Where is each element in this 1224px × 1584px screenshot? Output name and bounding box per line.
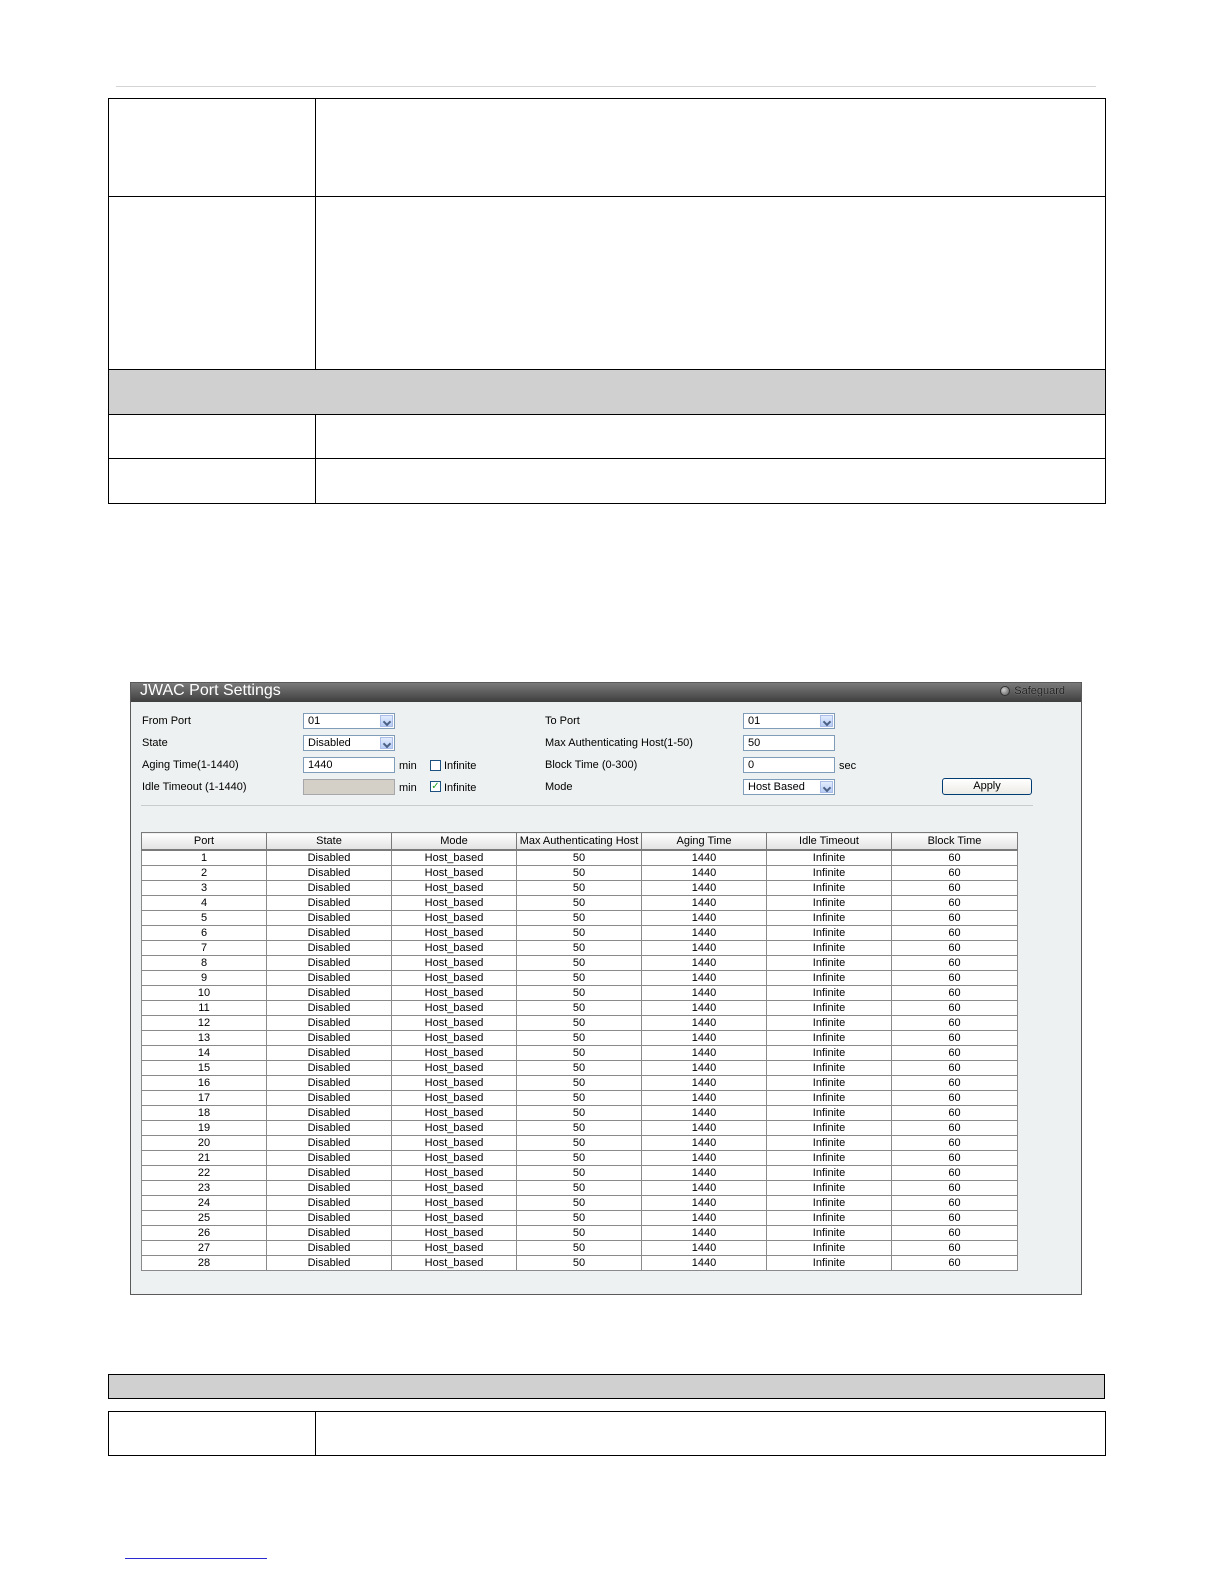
table-cell: 21: [142, 1151, 267, 1166]
table-row[interactable]: [142, 866, 1018, 881]
table-cell: 7: [142, 941, 267, 956]
table-cell: Infinite: [767, 1241, 892, 1256]
table-cell: 60: [892, 1001, 1018, 1016]
table-cell: Host_based: [392, 956, 517, 971]
chevron-down-icon: [380, 715, 393, 727]
table-body: [142, 850, 1018, 1271]
table-cell: Disabled: [267, 1181, 392, 1196]
column-header-max-auth-host: Max Authenticating Host: [517, 833, 642, 851]
table-cell: Infinite: [767, 1121, 892, 1136]
parameter-section-header: [109, 370, 1105, 415]
max-auth-host-label: Max Authenticating Host(1-50): [545, 737, 693, 749]
table-cell: Infinite: [767, 971, 892, 986]
block-time-input[interactable]: 0: [743, 757, 835, 773]
table-cell: 50: [517, 1031, 642, 1046]
table-cell: 15: [142, 1061, 267, 1076]
page-header-rule: [116, 86, 1096, 87]
table-cell: Disabled: [267, 1151, 392, 1166]
table-cell: 60: [892, 971, 1018, 986]
table-cell: Infinite: [767, 1226, 892, 1241]
from-port-value: 01: [308, 715, 321, 727]
table-row[interactable]: [142, 971, 1018, 986]
max-auth-host-input[interactable]: 50: [743, 735, 835, 751]
safeguard-icon: [1000, 686, 1010, 696]
column-header-mode: Mode: [392, 833, 517, 851]
table-cell: 60: [892, 1181, 1018, 1196]
table-cell: Infinite: [767, 1196, 892, 1211]
table-cell: Host_based: [392, 1166, 517, 1181]
table-cell: Disabled: [267, 896, 392, 911]
table-cell: 50: [517, 971, 642, 986]
table-row[interactable]: [142, 1031, 1018, 1046]
table-row[interactable]: [142, 1061, 1018, 1076]
jwac-port-table: [141, 832, 1018, 1271]
parameter-row: [109, 415, 1105, 459]
table-cell: 50: [517, 1256, 642, 1271]
table-cell: 50: [517, 1046, 642, 1061]
table-cell: 50: [517, 1211, 642, 1226]
parameter-section-header-bottom: [108, 1374, 1105, 1399]
apply-button[interactable]: Apply: [942, 778, 1032, 795]
table-cell: 1440: [642, 956, 767, 971]
table-cell: Disabled: [267, 1016, 392, 1031]
table-cell: Host_based: [392, 1076, 517, 1091]
table-cell: 60: [892, 956, 1018, 971]
table-cell: Disabled: [267, 1091, 392, 1106]
chevron-down-icon: [380, 737, 393, 749]
table-cell: 60: [892, 1106, 1018, 1121]
table-cell: 23: [142, 1181, 267, 1196]
table-cell: 60: [892, 926, 1018, 941]
table-cell: 50: [517, 1016, 642, 1031]
chevron-down-icon: [820, 715, 833, 727]
table-cell: Host_based: [392, 1121, 517, 1136]
table-cell: Disabled: [267, 866, 392, 881]
table-cell: 1440: [642, 941, 767, 956]
state-select[interactable]: [303, 735, 395, 751]
column-header-state: State: [267, 833, 392, 851]
table-cell: 16: [142, 1076, 267, 1091]
table-cell: 1440: [642, 866, 767, 881]
parameter-row: [109, 197, 1105, 370]
table-cell: Host_based: [392, 1016, 517, 1031]
table-cell: 1440: [642, 1241, 767, 1256]
table-cell: Host_based: [392, 986, 517, 1001]
safeguard-indicator[interactable]: [1000, 685, 1065, 697]
state-label: State: [142, 737, 168, 749]
to-port-value: 01: [748, 715, 761, 727]
table-cell: 27: [142, 1241, 267, 1256]
window-title: JWAC Port Settings: [140, 682, 281, 699]
table-cell: 1440: [642, 850, 767, 866]
aging-infinite-checkbox[interactable]: [430, 760, 441, 771]
chevron-down-icon: [820, 781, 833, 793]
table-row[interactable]: [142, 1181, 1018, 1196]
table-cell: Host_based: [392, 1151, 517, 1166]
table-cell: 60: [892, 1091, 1018, 1106]
table-row[interactable]: [142, 1166, 1018, 1181]
table-cell: Infinite: [767, 1091, 892, 1106]
table-cell: Infinite: [767, 881, 892, 896]
table-cell: 50: [517, 1001, 642, 1016]
table-cell: 50: [517, 941, 642, 956]
idle-timeout-input[interactable]: [303, 779, 395, 795]
table-row[interactable]: [142, 1256, 1018, 1271]
table-cell: Host_based: [392, 1181, 517, 1196]
table-cell: 1440: [642, 986, 767, 1001]
from-port-label: From Port: [142, 715, 191, 727]
table-cell: Host_based: [392, 881, 517, 896]
aging-time-label: Aging Time(1-1440): [142, 759, 239, 771]
table-cell: 1440: [642, 1121, 767, 1136]
table-cell: Host_based: [392, 1046, 517, 1061]
table-cell: 1440: [642, 896, 767, 911]
table-cell: 25: [142, 1211, 267, 1226]
table-cell: 60: [892, 1136, 1018, 1151]
table-row[interactable]: [142, 1196, 1018, 1211]
table-cell: Host_based: [392, 896, 517, 911]
table-cell: Infinite: [767, 1031, 892, 1046]
table-cell: 50: [517, 926, 642, 941]
table-cell: Host_based: [392, 866, 517, 881]
table-row[interactable]: [142, 1046, 1018, 1061]
table-cell: 50: [517, 1061, 642, 1076]
table-cell: 50: [517, 1166, 642, 1181]
table-cell: 50: [517, 866, 642, 881]
table-row[interactable]: [142, 1076, 1018, 1091]
table-cell: Disabled: [267, 971, 392, 986]
block-time-label: Block Time (0-300): [545, 759, 638, 771]
mode-label: Mode: [545, 781, 573, 793]
table-cell: Infinite: [767, 1211, 892, 1226]
table-cell: 60: [892, 941, 1018, 956]
table-cell: 60: [892, 1241, 1018, 1256]
table-cell: 1440: [642, 1001, 767, 1016]
column-header-aging-time: Aging Time: [642, 833, 767, 851]
table-cell: 60: [892, 986, 1018, 1001]
table-cell: Infinite: [767, 986, 892, 1001]
table-cell: Disabled: [267, 1046, 392, 1061]
aging-time-unit: min: [399, 760, 417, 772]
table-cell: 1440: [642, 1196, 767, 1211]
table-cell: 50: [517, 1181, 642, 1196]
table-cell: Disabled: [267, 1166, 392, 1181]
table-cell: Disabled: [267, 1226, 392, 1241]
table-cell: Disabled: [267, 850, 392, 866]
table-row[interactable]: [142, 1001, 1018, 1016]
mode-select[interactable]: [743, 779, 835, 795]
parameter-table-top: [108, 98, 1106, 504]
table-cell: 1440: [642, 1136, 767, 1151]
table-cell: 1440: [642, 1016, 767, 1031]
table-cell: 1440: [642, 1061, 767, 1076]
table-row[interactable]: [142, 1136, 1018, 1151]
idle-timeout-label: Idle Timeout (1-1440): [142, 781, 247, 793]
table-cell: 60: [892, 1121, 1018, 1136]
table-cell: 50: [517, 911, 642, 926]
table-cell: Infinite: [767, 1256, 892, 1271]
table-cell: Infinite: [767, 956, 892, 971]
table-cell: 18: [142, 1106, 267, 1121]
table-cell: Infinite: [767, 1151, 892, 1166]
table-cell: 60: [892, 1061, 1018, 1076]
table-cell: Host_based: [392, 1256, 517, 1271]
table-cell: 3: [142, 881, 267, 896]
table-cell: Infinite: [767, 850, 892, 866]
table-cell: 24: [142, 1196, 267, 1211]
table-cell: 60: [892, 1256, 1018, 1271]
column-header-port: Port: [142, 833, 267, 851]
table-cell: 1440: [642, 1091, 767, 1106]
table-cell: Infinite: [767, 1166, 892, 1181]
to-port-select[interactable]: [743, 713, 835, 729]
table-cell: 60: [892, 1211, 1018, 1226]
table-cell: 1: [142, 850, 267, 866]
table-cell: Infinite: [767, 911, 892, 926]
table-row[interactable]: [142, 1151, 1018, 1166]
table-cell: Host_based: [392, 1196, 517, 1211]
table-cell: 1440: [642, 1106, 767, 1121]
table-cell: 6: [142, 926, 267, 941]
table-cell: 1440: [642, 1166, 767, 1181]
table-cell: 26: [142, 1226, 267, 1241]
table-cell: 50: [517, 881, 642, 896]
column-header-idle-timeout: Idle Timeout: [767, 833, 892, 851]
table-cell: 60: [892, 1151, 1018, 1166]
table-cell: 50: [517, 850, 642, 866]
table-cell: 60: [892, 896, 1018, 911]
table-cell: Host_based: [392, 971, 517, 986]
table-cell: Disabled: [267, 1001, 392, 1016]
table-cell: Infinite: [767, 1016, 892, 1031]
table-row[interactable]: [142, 941, 1018, 956]
table-cell: Disabled: [267, 1121, 392, 1136]
table-cell: 1440: [642, 1076, 767, 1091]
table-row[interactable]: [142, 1226, 1018, 1241]
aging-time-input[interactable]: 1440: [303, 757, 395, 773]
table-cell: Infinite: [767, 1076, 892, 1091]
table-cell: 50: [517, 1091, 642, 1106]
idle-infinite-label: Infinite: [444, 782, 477, 794]
table-cell: Infinite: [767, 1046, 892, 1061]
table-cell: 19: [142, 1121, 267, 1136]
table-cell: 50: [517, 1196, 642, 1211]
table-row[interactable]: [142, 1016, 1018, 1031]
footer-link-underline: [125, 1558, 267, 1559]
table-cell: 60: [892, 1046, 1018, 1061]
table-cell: 50: [517, 896, 642, 911]
table-row[interactable]: [142, 956, 1018, 971]
table-cell: Infinite: [767, 1136, 892, 1151]
table-cell: Infinite: [767, 1106, 892, 1121]
table-cell: 50: [517, 986, 642, 1001]
table-cell: Host_based: [392, 1001, 517, 1016]
from-port-select[interactable]: [303, 713, 395, 729]
table-cell: Infinite: [767, 896, 892, 911]
table-cell: Host_based: [392, 1226, 517, 1241]
table-header-row: [142, 833, 1018, 851]
jwac-port-settings-window: [130, 682, 1082, 1295]
table-row[interactable]: [142, 926, 1018, 941]
table-cell: Host_based: [392, 1091, 517, 1106]
table-row[interactable]: [142, 911, 1018, 926]
to-port-label: To Port: [545, 715, 580, 727]
window-titlebar: [131, 683, 1081, 702]
table-cell: 9: [142, 971, 267, 986]
mode-value: Host Based: [748, 781, 805, 793]
table-cell: 2: [142, 866, 267, 881]
table-cell: 10: [142, 986, 267, 1001]
table-cell: 1440: [642, 1031, 767, 1046]
table-cell: Host_based: [392, 1031, 517, 1046]
table-cell: 1440: [642, 911, 767, 926]
table-cell: 11: [142, 1001, 267, 1016]
table-cell: Disabled: [267, 881, 392, 896]
table-cell: 60: [892, 1226, 1018, 1241]
table-cell: 60: [892, 1196, 1018, 1211]
table-cell: 60: [892, 1016, 1018, 1031]
table-cell: 60: [892, 850, 1018, 866]
table-cell: Disabled: [267, 986, 392, 1001]
table-cell: Host_based: [392, 1136, 517, 1151]
aging-infinite-label: Infinite: [444, 760, 477, 772]
table-cell: Host_based: [392, 850, 517, 866]
table-cell: Infinite: [767, 1001, 892, 1016]
table-cell: 12: [142, 1016, 267, 1031]
parameter-row: [109, 99, 1105, 197]
table-cell: Disabled: [267, 1241, 392, 1256]
table-cell: 20: [142, 1136, 267, 1151]
table-cell: 8: [142, 956, 267, 971]
table-cell: 60: [892, 866, 1018, 881]
table-cell: Disabled: [267, 926, 392, 941]
table-cell: Infinite: [767, 941, 892, 956]
table-cell: Infinite: [767, 926, 892, 941]
table-cell: 50: [517, 956, 642, 971]
table-cell: 50: [517, 1226, 642, 1241]
form-separator: [141, 805, 1033, 806]
block-time-unit: sec: [839, 760, 857, 772]
table-cell: Disabled: [267, 1196, 392, 1211]
table-cell: 60: [892, 1166, 1018, 1181]
table-cell: 1440: [642, 1226, 767, 1241]
parameter-row-bottom: [108, 1411, 1106, 1456]
table-cell: Host_based: [392, 926, 517, 941]
table-cell: Disabled: [267, 1106, 392, 1121]
table-cell: 1440: [642, 1046, 767, 1061]
table-cell: 60: [892, 1031, 1018, 1046]
table-cell: 22: [142, 1166, 267, 1181]
table-cell: Disabled: [267, 1061, 392, 1076]
table-cell: 1440: [642, 1151, 767, 1166]
parameter-row: [109, 459, 1105, 503]
table-cell: Disabled: [267, 1256, 392, 1271]
table-cell: 50: [517, 1121, 642, 1136]
table-cell: 14: [142, 1046, 267, 1061]
table-row[interactable]: [142, 1241, 1018, 1256]
table-cell: 1440: [642, 1211, 767, 1226]
table-row[interactable]: [142, 850, 1018, 866]
table-cell: 50: [517, 1076, 642, 1091]
table-cell: Disabled: [267, 911, 392, 926]
table-cell: 1440: [642, 971, 767, 986]
table-cell: Disabled: [267, 1031, 392, 1046]
table-cell: Host_based: [392, 1211, 517, 1226]
table-row[interactable]: [142, 1121, 1018, 1136]
table-row[interactable]: [142, 986, 1018, 1001]
table-cell: Disabled: [267, 956, 392, 971]
table-cell: Disabled: [267, 1211, 392, 1226]
table-cell: 50: [517, 1106, 642, 1121]
table-cell: Infinite: [767, 1181, 892, 1196]
table-cell: 1440: [642, 881, 767, 896]
safeguard-label: Safeguard: [1014, 685, 1065, 697]
table-cell: Host_based: [392, 911, 517, 926]
table-cell: Disabled: [267, 1136, 392, 1151]
table-cell: Disabled: [267, 941, 392, 956]
idle-timeout-unit: min: [399, 782, 417, 794]
table-cell: 13: [142, 1031, 267, 1046]
table-row[interactable]: [142, 881, 1018, 896]
idle-infinite-checkbox[interactable]: ✓: [431, 781, 440, 792]
table-cell: 1440: [642, 1256, 767, 1271]
table-cell: 28: [142, 1256, 267, 1271]
table-cell: 60: [892, 1076, 1018, 1091]
table-row[interactable]: [142, 1091, 1018, 1106]
table-cell: 60: [892, 881, 1018, 896]
table-cell: Host_based: [392, 1241, 517, 1256]
table-cell: Host_based: [392, 941, 517, 956]
table-row[interactable]: [142, 1211, 1018, 1226]
table-cell: 50: [517, 1136, 642, 1151]
table-cell: 50: [517, 1151, 642, 1166]
table-row[interactable]: [142, 896, 1018, 911]
table-cell: Infinite: [767, 866, 892, 881]
table-cell: 1440: [642, 1181, 767, 1196]
table-cell: Disabled: [267, 1076, 392, 1091]
table-cell: 60: [892, 911, 1018, 926]
table-cell: Infinite: [767, 1061, 892, 1076]
table-cell: Host_based: [392, 1106, 517, 1121]
table-cell: 4: [142, 896, 267, 911]
table-cell: Host_based: [392, 1061, 517, 1076]
state-value: Disabled: [308, 737, 351, 749]
column-header-block-time: Block Time: [892, 833, 1018, 851]
table-row[interactable]: [142, 1106, 1018, 1121]
table-cell: 50: [517, 1241, 642, 1256]
table-cell: 5: [142, 911, 267, 926]
table-cell: 17: [142, 1091, 267, 1106]
table-cell: 1440: [642, 926, 767, 941]
